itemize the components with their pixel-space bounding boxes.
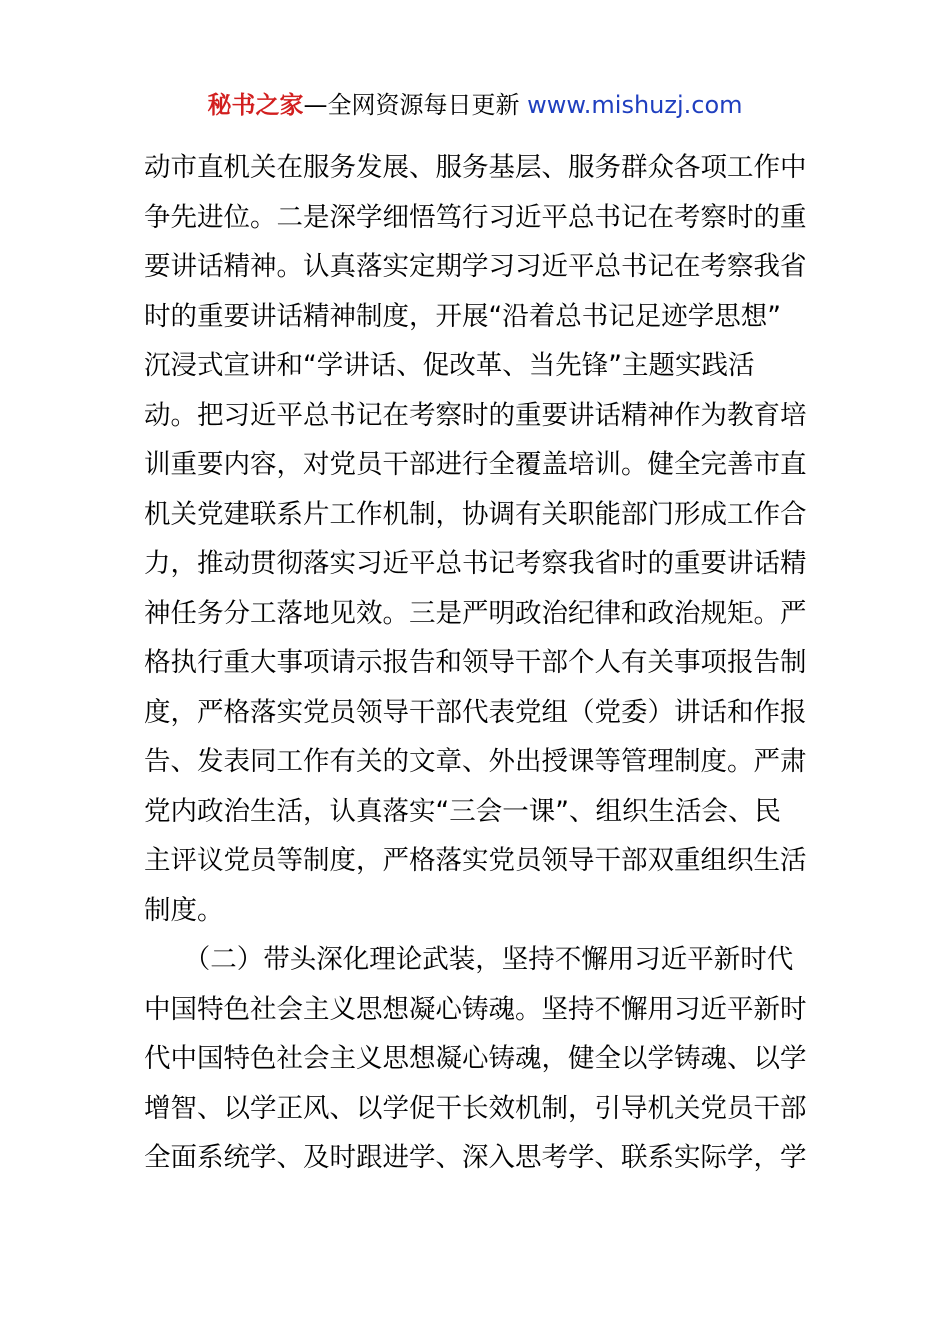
document-body [144, 143, 814, 1183]
text-line: 力，推动贯彻落实习近平总书记考察我省时的重要讲话精 [144, 548, 807, 579]
text-line: 动市直机关在服务发展、服务基层、服务群众各项工作中 [144, 152, 807, 183]
text-line: 要讲话精神。认真落实定期学习习近平总书记在考察我省 [144, 251, 807, 282]
text-line: 党内政治生活，认真落实“三会一课”、组织生活会、民 [144, 795, 781, 827]
page-header [0, 88, 950, 122]
text-line: 度，严格落实党员领导干部代表党组（党委）讲话和作报 [144, 696, 807, 728]
text-line: 代中国特色社会主义思想凝心铸魂，健全以学铸魂、以学 [144, 1043, 807, 1074]
text-line: 中国特色社会主义思想凝心铸魂。坚持不懈用习近平新时 [144, 993, 807, 1025]
text-line: 制度。 [144, 894, 224, 926]
text-line: 时的重要讲话精神制度，开展“沿着总书记足迹学思想” [144, 300, 781, 332]
text-line: 告、发表同工作有关的文章、外出授课等管理制度。严肃 [144, 746, 807, 777]
text-line: 格执行重大事项请示报告和领导干部个人有关事项报告制 [144, 647, 807, 678]
text-line: 沉浸式宣讲和“学讲话、促改革、当先锋”主题实践活 [144, 350, 755, 381]
header-brand: 秘书之家 [207, 91, 304, 119]
text-line: 机关党建联系片工作机制，协调有关职能部门形成工作合 [144, 498, 807, 530]
text-line: 动。把习近平总书记在考察时的重要讲话精神作为教育培 [144, 399, 807, 431]
text-line: 神任务分工落地见效。三是严明政治纪律和政治规矩。严 [144, 597, 807, 629]
text-line: 全面系统学、及时跟进学、深入思考学、联系实际学，学 [144, 1142, 807, 1173]
text-line: 增智、以学正风、以学促干长效机制，引导机关党员干部 [144, 1092, 807, 1124]
text-line: 主评议党员等制度，严格落实党员领导干部双重组织生活 [144, 845, 807, 876]
text-line: 训重要内容，对党员干部进行全覆盖培训。健全完善市直 [144, 449, 807, 480]
text-line: 争先进位。二是深学细悟笃行习近平总书记在考察时的重 [144, 201, 807, 233]
header-url-link[interactable]: www.mishuzj.com [527, 91, 743, 119]
section-heading-line: （二）带头深化理论武装，坚持不懈用习近平新时代 [144, 944, 794, 975]
header-tagline: —全网资源每日更新 [303, 91, 528, 119]
